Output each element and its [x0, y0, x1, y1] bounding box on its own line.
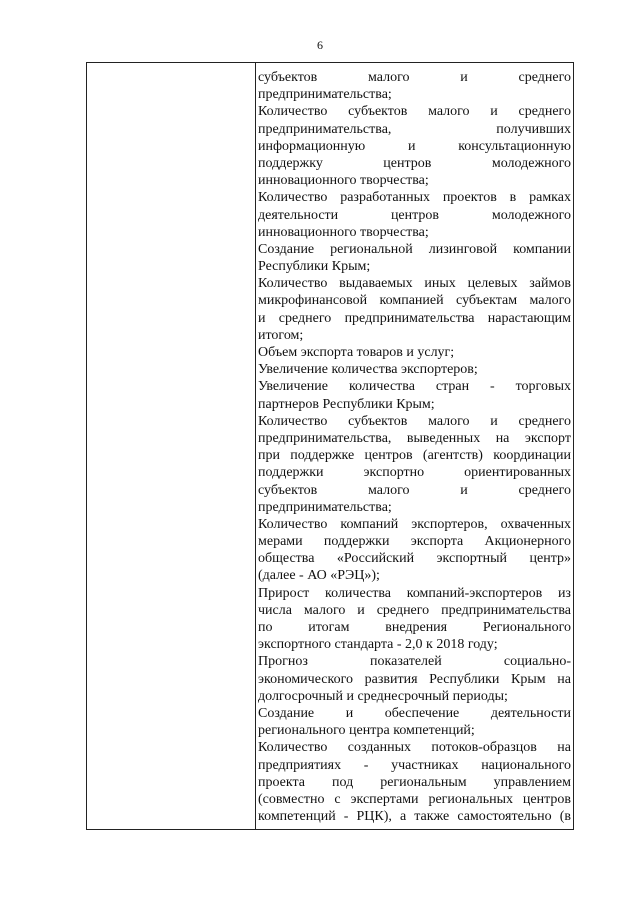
text-word: компании [513, 241, 571, 257]
text-word: экспорт [524, 430, 571, 446]
text-word: займов [529, 276, 571, 292]
text-word: Количество [258, 190, 328, 206]
text-line: итогом; [258, 327, 304, 343]
text-word: деятельности [490, 705, 571, 721]
text-word: компаний-экспортеров [406, 585, 543, 601]
text-word: предпринимательства, [258, 121, 392, 137]
text-word: созданных [347, 740, 411, 756]
text-word: выдаваемых [339, 276, 413, 292]
text-line [258, 155, 571, 172]
text-word: лизинговой [428, 241, 498, 257]
text-word: Прирост [258, 585, 310, 601]
text-word: - [343, 809, 349, 825]
text-word: и [345, 705, 354, 721]
text-word: компанией [379, 293, 444, 309]
text-word: (совместно [258, 791, 325, 807]
text-word: малого [529, 293, 571, 309]
text-word: деятельности [258, 207, 339, 223]
text-line [258, 791, 571, 808]
text-word: участниках [391, 757, 459, 773]
text-word: региональной [330, 241, 413, 257]
text-word: с [334, 791, 341, 807]
text-word: Увеличение [258, 379, 329, 395]
text-word: обеспечение [384, 705, 460, 721]
text-word: компаний [340, 516, 399, 532]
text-line [258, 413, 571, 430]
text-word: Количество [258, 413, 328, 429]
text-line [258, 241, 571, 258]
text-line [258, 705, 571, 722]
text-line [258, 516, 571, 533]
text-word: и [460, 482, 468, 498]
text-word: Регионального [482, 620, 571, 635]
text-word: Количество [258, 740, 328, 756]
text-line [258, 602, 571, 619]
text-line: инновационного творчества; [258, 224, 429, 240]
indicators-cell [258, 69, 571, 829]
text-word: центров [390, 207, 440, 223]
text-word: Республики [429, 671, 500, 687]
text-line: (далее - АО «РЭЦ»); [258, 568, 380, 584]
text-word: - [490, 379, 495, 395]
text-word: мерами [258, 534, 303, 550]
text-word: на [495, 430, 510, 446]
text-line [258, 275, 571, 292]
text-word: малого [428, 104, 470, 120]
text-line [258, 653, 571, 670]
text-word: также [414, 809, 450, 825]
text-word: Создание [258, 705, 315, 721]
text-word: получивших [496, 121, 571, 137]
text-word: среднего [518, 482, 571, 498]
text-word: информационную [258, 138, 366, 154]
text-word: субъектов [258, 70, 318, 85]
text-line [258, 550, 571, 567]
text-word: Создание [258, 241, 315, 257]
text-word: поддержке [290, 448, 355, 464]
text-word: торговых [515, 379, 571, 395]
text-word: экспортеров, [411, 516, 488, 532]
text-line: экспортного стандарта - 2,0 к 2018 году; [258, 637, 498, 653]
text-line: Увеличение количества экспортеров; [258, 362, 478, 378]
text-word: экспортно [363, 465, 425, 481]
text-word: малого [368, 482, 410, 498]
text-word: при [258, 448, 280, 464]
text-line [258, 447, 571, 464]
text-word: «Российский [336, 551, 415, 567]
text-line: Республики Крым; [258, 259, 371, 275]
text-word: малого [428, 413, 470, 429]
text-line: долгосрочный и среднесрочный периоды; [258, 688, 508, 704]
text-line [258, 533, 571, 550]
text-word: и [490, 413, 498, 429]
document-table [86, 62, 574, 830]
text-line [258, 310, 571, 327]
text-line [258, 774, 571, 791]
text-word: предприятиях [258, 757, 342, 773]
text-word: среднего [376, 602, 430, 618]
text-word: среднего [518, 70, 571, 85]
text-word: центров [522, 791, 571, 807]
text-word: субъектам [456, 293, 518, 309]
text-word: экспертами [350, 791, 419, 807]
text-word: целевых [467, 276, 518, 292]
text-word: Акционерного [484, 534, 571, 550]
text-line [258, 619, 571, 636]
text-word: развития [364, 671, 418, 687]
text-word: внедрения [385, 620, 448, 635]
text-word: экономического [258, 671, 353, 687]
text-line: предпринимательства; [258, 87, 392, 103]
text-line [258, 808, 571, 825]
text-word: национального [481, 757, 571, 773]
text-line [258, 138, 571, 155]
text-word: малого [303, 602, 346, 618]
text-line [258, 671, 571, 688]
text-word: Количество [258, 516, 328, 532]
text-word: управлением [493, 774, 571, 790]
text-line [258, 207, 571, 224]
text-word: Прогноз [258, 654, 308, 670]
text-word: на [557, 671, 571, 687]
table-left-cell [87, 63, 255, 829]
text-word: предпринимательства [441, 602, 571, 618]
text-word: и [407, 138, 416, 154]
text-word: проекта [258, 774, 305, 790]
text-line: партнеров Республики Крым; [258, 396, 435, 412]
text-word: количества [348, 379, 415, 395]
text-word: поддержки [258, 465, 324, 481]
text-word: Количество [258, 276, 328, 292]
text-word: компетенций [258, 809, 336, 825]
text-word: субъектов [348, 104, 408, 120]
text-line: Объем экспорта товаров и услуг; [258, 345, 455, 360]
text-word: малого [368, 70, 410, 85]
text-line [258, 378, 571, 395]
text-line: регионального центра компетенций; [258, 723, 475, 739]
text-word: среднего [518, 104, 571, 120]
text-word: (в [559, 809, 571, 825]
text-word: и [357, 602, 365, 618]
text-word: потоков-образцов [431, 740, 537, 756]
text-word: стран [435, 379, 470, 395]
text-word: общества [258, 551, 315, 567]
text-word: центров [364, 448, 413, 464]
text-word: рамках [529, 190, 571, 206]
text-word: числа [258, 602, 292, 618]
text-line [258, 482, 571, 499]
text-line [258, 292, 571, 309]
text-word: и [490, 104, 498, 120]
text-word: предпринимательства, [258, 430, 392, 446]
text-line [258, 757, 571, 774]
text-word: региональных [428, 791, 513, 807]
text-word: выведенных [406, 430, 481, 446]
text-word: Крым [511, 671, 546, 687]
text-word: ориентированных [464, 465, 571, 481]
text-word: молодежного [491, 155, 571, 171]
text-word: центров [383, 155, 432, 171]
text-word: среднего [518, 413, 571, 429]
text-word: иных [424, 276, 456, 292]
text-word: охваченных [500, 516, 571, 532]
text-word: нарастающим [487, 310, 571, 326]
text-word: среднего [278, 310, 332, 326]
text-line [258, 189, 571, 206]
text-word: проектов [442, 190, 497, 206]
text-word: региональным [380, 774, 467, 790]
text-line [258, 585, 571, 602]
text-word: показателей [370, 654, 442, 670]
text-word: центр» [529, 551, 571, 567]
text-line [258, 739, 571, 756]
text-word: под [331, 774, 354, 790]
text-line [258, 69, 571, 86]
text-word: РЦК), [356, 809, 392, 825]
text-word: самостоятельно [457, 809, 552, 825]
text-word: субъектов [348, 413, 408, 429]
page-number: 6 [317, 38, 323, 52]
text-word: разработанных [340, 190, 430, 206]
text-word: координации [493, 448, 571, 464]
text-word: экспорта [410, 534, 464, 550]
text-word: микрофинансовой [258, 293, 368, 309]
text-word: из [557, 585, 571, 601]
text-word: итогам [308, 620, 350, 635]
text-word: Количество [258, 104, 328, 120]
text-word: экспортный [436, 551, 508, 567]
text-word: по [258, 620, 273, 635]
text-word: количества [325, 585, 391, 601]
text-word: поддержку [258, 155, 323, 171]
text-word: на [557, 740, 571, 756]
text-word: и [258, 310, 266, 326]
text-word: - [363, 757, 369, 773]
column-divider [255, 63, 256, 829]
text-word: поддержки [323, 534, 390, 550]
text-word: и [460, 70, 468, 85]
text-line: предпринимательства; [258, 499, 392, 515]
text-word: а [399, 809, 407, 825]
text-line [258, 464, 571, 481]
text-word: предпринимательства [344, 310, 475, 326]
text-word: субъектов [258, 482, 318, 498]
text-word: социально- [503, 654, 571, 670]
text-line [258, 121, 571, 138]
text-word: в [509, 190, 517, 206]
text-line: инновационного творчества; [258, 173, 429, 189]
text-line [258, 430, 571, 447]
text-line [258, 103, 571, 120]
text-word: консультационную [458, 138, 571, 154]
text-word: молодежного [491, 207, 571, 223]
text-word: (агентств) [422, 448, 483, 464]
